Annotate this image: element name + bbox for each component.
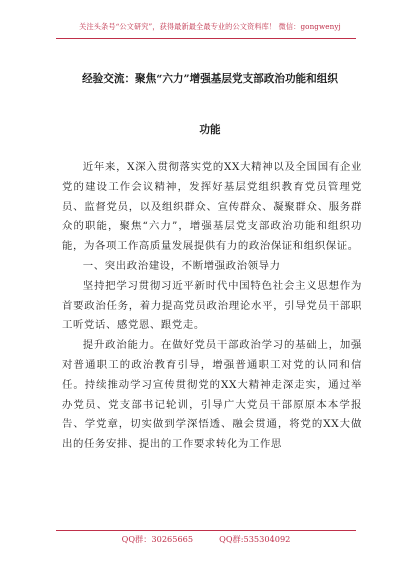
section-heading: 一、突出政治建设，不断增强政治领导力 — [82, 259, 281, 272]
paragraph: 提升政治能力。在做好党员干部政治学习的基础上，加强对普通职工的政治教育引导，增强普通职工对党的认同和信任。持续推动学习宣传贯彻党的XX大精神走深走实，通过举办党员、党支部书记轮训，引导广大党员干部原原本本学报告、学党章，切实做到学深悟透、融会贯通，将党的XX大做出的任务安排、提出的工作要求转化为工作思 — [62, 339, 362, 451]
document-title: 经验交流：聚焦“六力”增强基层党支部政治功能和组织 — [82, 73, 338, 85]
header-divider — [56, 38, 356, 39]
footer-qq-group-2: QQ群:535304092 — [219, 534, 291, 544]
paragraph: 坚持把学习贯彻习近平新时代中国特色社会主义思想作为首要政治任务，着力提高党员政治理论水平，引导党员干部职工听党话、感党恩、跟党走。 — [62, 279, 362, 332]
footer — [56, 534, 356, 545]
paragraph: 近年来，X深入贯彻落实党的XX大精神以及全国国有企业党的建设工作会议精神，发挥好基层党组织教育党员管理党员、监督党员，以及组织群众、宣传群众、凝聚群众、服务群众的职能，聚焦“六力”，增强基层党支部政治功能和组织功能，为各项工作高质量发展提供有力的政治保证和组织保证。 — [62, 161, 362, 253]
footer-qq-group-1: QQ群：30265665 — [121, 534, 194, 544]
header-banner: 关注头条号“公文研究”，获得最新最全最专业的公文资料库！ 微信：gongwenyj — [79, 22, 341, 31]
document-title-continued: 功能 — [199, 124, 221, 136]
document-body — [62, 158, 362, 455]
footer-divider — [56, 530, 356, 531]
